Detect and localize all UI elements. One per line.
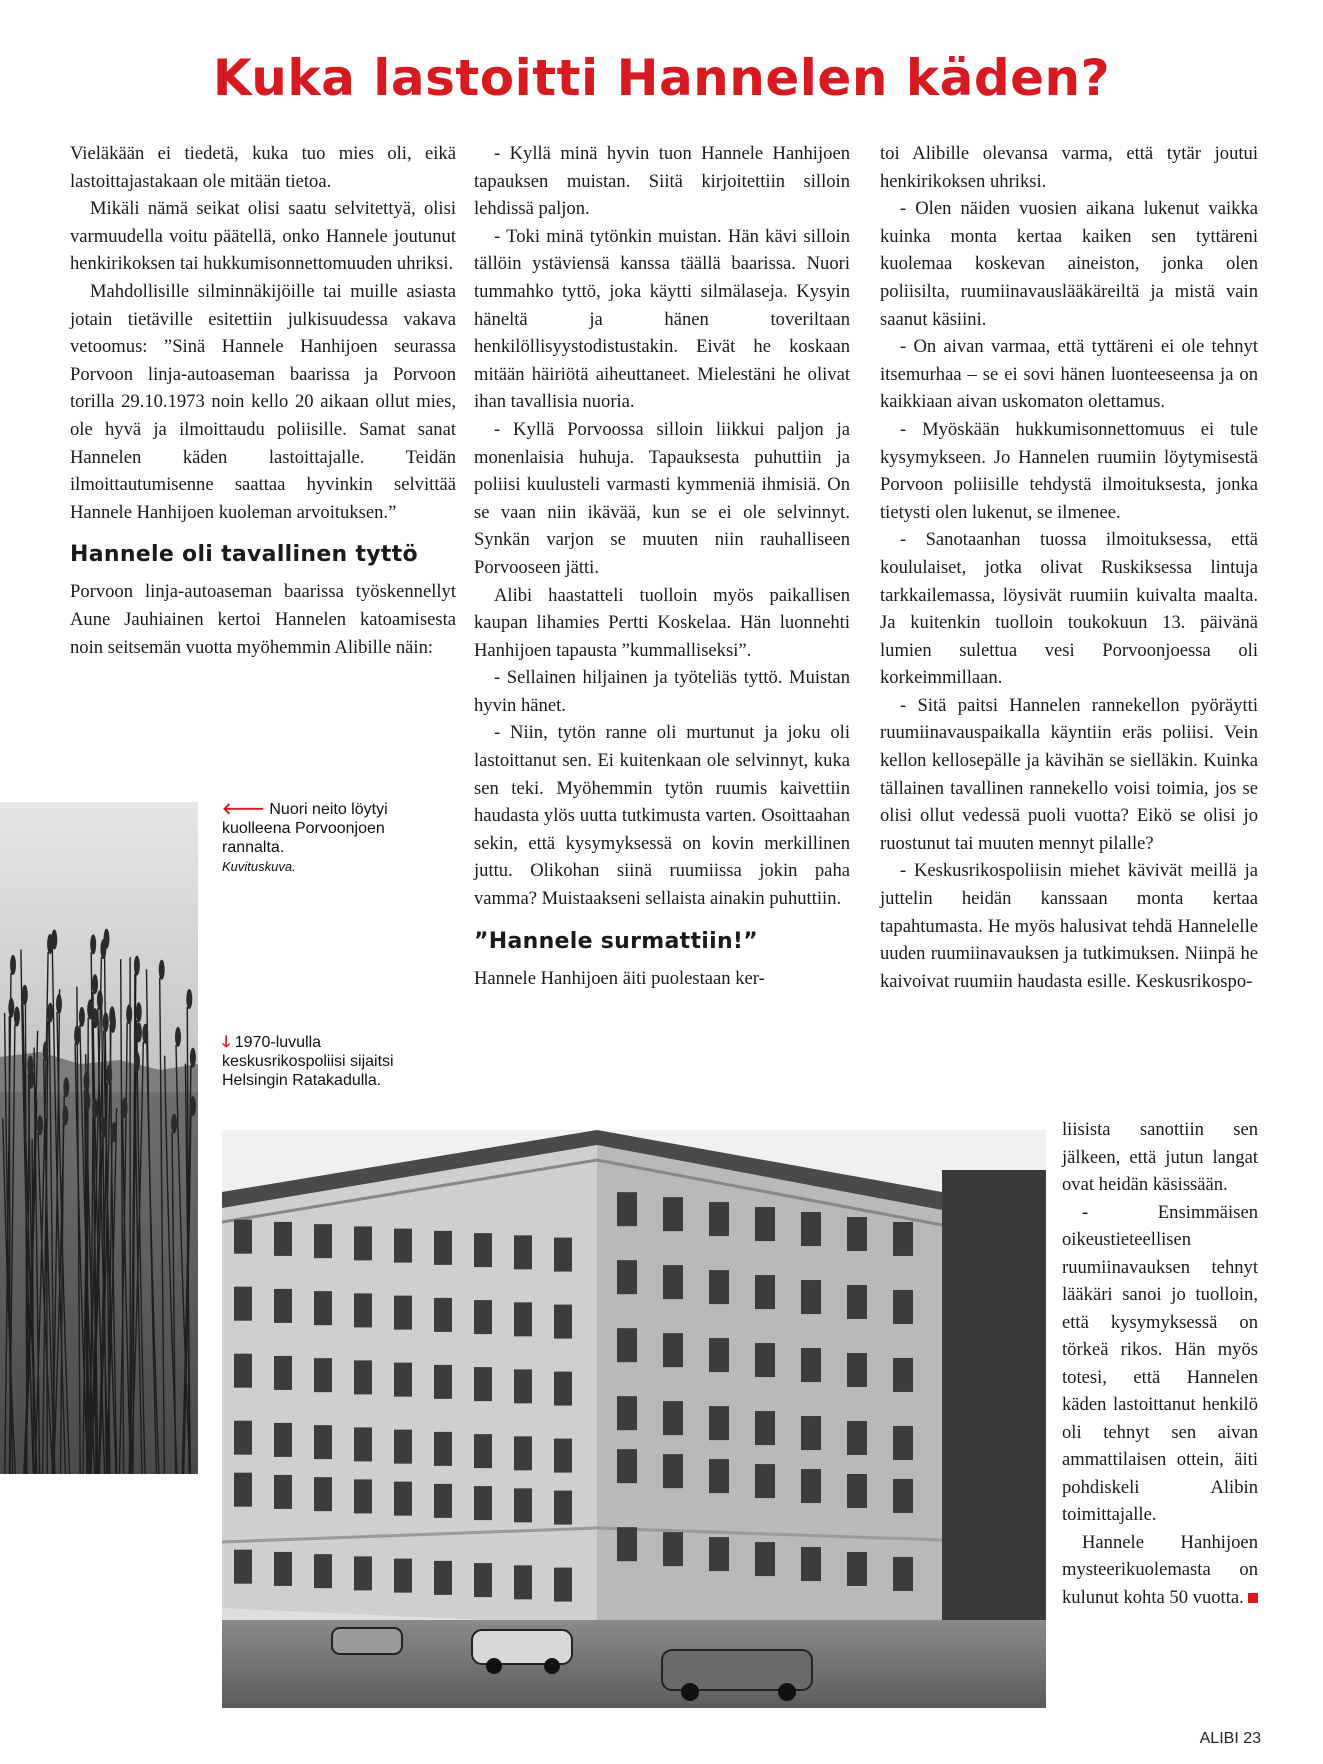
paragraph: - On aivan varmaa, että tyttäreni ei ole tehnyt itsemurhaa – se ei sovi hänen luonteeseensa ja on kaikkiaan aivan uskomaton olettamus. <box>880 336 1258 413</box>
article-column-1 <box>70 140 456 661</box>
paragraph: Mahdollisille silminnäkijöille tai muille asiasta jotain tietäville esitettiin julkisuudessa vakava vetoomus: ”Sinä Hannele Hanhijoen seurassa Porvoon linja-autoaseman baarissa ja Porvoon torilla 29.10.1973 noin kello 20 aikaan ollut mies, ole hyvä ja ilmoittaudu poliisille. Samat sanat Hannelen käden lastoittajalle. Teidän ilmoittautumisenne saattaa hyvinkin selvittää Hannele Hanhijoen kuoleman arvoituksen.” <box>70 280 456 523</box>
paragraph <box>1062 1529 1258 1612</box>
paragraph: - Ensimmäisen oikeustieteellisen ruumiinavauksen tehnyt lääkäri sanoi jo tuolloin, että kysymyksessä on törkeä rikos. Hän myös totesi, että Hannelen käden lastoittanut henkilö oli tehnyt sen aivan ammattilaisen ottein, äiti pohdiskeli Alibin toimittajalle. <box>1062 1201 1258 1525</box>
caption-text: Nuori neito löytyi kuolleena Porvoonjoen rannalta. <box>222 801 388 856</box>
arrow-down-icon: 🡓 <box>222 1034 231 1051</box>
paragraph: - Sitä paitsi Hannelen rannekellon pyöräytti ruumiinavauspaikalla käyntiin eräs poliisi. Vein kellon kellosepälle ja kävihän se sielläkin. Kuinka tällainen tavallinen rannekello voisi toimia, jos se olisi ollut vedessä puoli vuotta? Eikö se olisi jo ruostunut tai muuten mennyt pilalle? <box>880 694 1258 854</box>
paragraph: - Kyllä Porvoossa silloin liikkui paljon ja monenlaisia huhuja. Tapauksesta puhuttiin ja poliisi kuulusteli varmasti kymmeniä ihmisiä. On se vaan niin ikävää, kun se ei ole selvinnyt. Synkän varjon se muuten niin rauhalliseen Porvooseen jätti. <box>474 418 850 578</box>
page-number: ALIBI 23 <box>1199 1730 1261 1747</box>
paragraph: Mikäli nämä seikat olisi saatu selvitettyä, olisi varmuudella voitu päätellä, onko Hannele joutunut henkirikoksen tai hukkumisonnettomuuden uhriksi. <box>70 198 456 275</box>
reeds-photo <box>0 802 198 1474</box>
article-column-3-continued <box>1062 1116 1258 1611</box>
paragraph: Alibi haastatteli tuolloin myös paikallisen kaupan lihamies Pertti Koskelaa. Hän luonnehti Hanhijoen tapausta ”kummalliseksi”. <box>474 584 850 661</box>
article-column-2 <box>474 140 850 992</box>
building-caption <box>222 1033 432 1090</box>
paragraph: liisista sanottiin sen jälkeen, että jutun langat ovat heidän käsissään. <box>1062 1119 1258 1195</box>
paragraph: - Niin, tytön ranne oli murtunut ja joku oli lastoittanut sen. Ei kuitenkaan ole selvinnyt, kuka sen teki. Myöhemmin tytön ruumis kaivettiin haudasta ylös uutta tutkimusta varten. Osoittaahan sekin, että kysymyksessä on kovin merkillinen juttu. Olikohan siinä ruumiissa jokin paha vamma? Muistaakseni sellaista ainakin puhuttiin. <box>474 722 850 910</box>
subheading: ”Hannele surmattiin!” <box>474 928 759 954</box>
paragraph: - Sanotaanhan tuossa ilmoituksessa, että koululaiset, jotka olivat Ruskiksessa lintuja tarkkailemassa, löysivät ruumiin kuivalta maalta. Ja kuitenkin tuolloin toukokuun 13. päivänä lumien sulettua vesi Porvoonjoessa oli korkeimmillaan. <box>880 529 1258 689</box>
paragraph-text: Hannele Hanhijoen mysteerikuolemasta on kulunut kohta 50 vuotta. <box>1062 1531 1258 1608</box>
building-photo <box>222 1130 1046 1708</box>
paragraph: - Olen näiden vuosien aikana lukenut vaikka kuinka monta kertaa kaiken sen tyttäreni kuolemaa koskevan aineiston, jonka olen poliisilta, ruumiinavauslääkäreiltä ja mistä vain saanut käsiini. <box>880 198 1258 330</box>
paragraph: - Kyllä minä hyvin tuon Hannele Hanhijoen tapauksen muistan. Siitä kirjoitettiin silloin lehdissä paljon. <box>474 143 850 220</box>
photo-credit: Kuvituskuva. <box>222 859 296 874</box>
reeds-caption <box>222 800 432 876</box>
paragraph: Porvoon linja-autoaseman baarissa työskennellyt Aune Jauhiainen kertoi Hannelen katoamisesta noin seitsemän vuotta myöhemmin Alibille näin: <box>70 581 456 658</box>
paragraph: - Keskusrikospoliisin miehet kävivät meillä ja juttelin heidän kanssaan monta kertaa tapahtumasta. He myös halusivat tehdä Hannelelle uuden ruumiinavauksen ja tutkimuksen. Niinpä he kaivoivat ruumiin haudasta esille. Keskusrikospo- <box>880 860 1258 992</box>
paragraph: toi Alibille olevansa varma, että tytär joutui henkirikoksen uhriksi. <box>880 143 1258 192</box>
paragraph: Vieläkään ei tiedetä, kuka tuo mies oli, eikä lastoittajastakaan ole mitään tietoa. <box>70 143 456 192</box>
headline: Kuka lastoitti Hannelen käden? <box>212 49 1111 107</box>
subheading: Hannele oli tavallinen tyttö <box>70 542 418 568</box>
paragraph: - Sellainen hiljainen ja työteliäs tyttö. Muistan hyvin hänet. <box>474 667 850 716</box>
arrow-left-icon: 🡐 <box>222 801 265 818</box>
paragraph: - Myöskään hukkumisonnettomuus ei tule kysymykseen. Jo Hannelen ruumiin löytymisestä Porvoon poliisille tehdystä ilmoituksesta, jonka tietysti olen lukenut, se ilmenee. <box>880 418 1258 523</box>
end-mark-icon <box>1248 1593 1258 1603</box>
paragraph: - Toki minä tytönkin muistan. Hän kävi silloin tällöin ystäviensä kanssa täällä baarissa. Nuori tummahko tyttö, joka käytti silmälaseja. Kysyin häneltä ja hänen toveriltaan henkilöllisyystodistustakin. Eivät he koskaan mitään häiriötä aiheuttaneet. Mielestäni he olivat ihan tavallisia nuoria. <box>474 225 850 413</box>
paragraph: Hannele Hanhijoen äiti puolestaan ker- <box>474 967 765 989</box>
article-column-3 <box>880 140 1258 995</box>
caption-text: 1970-luvulla keskusrikospoliisi sijaitsi Helsingin Ratakadulla. <box>222 1034 394 1089</box>
